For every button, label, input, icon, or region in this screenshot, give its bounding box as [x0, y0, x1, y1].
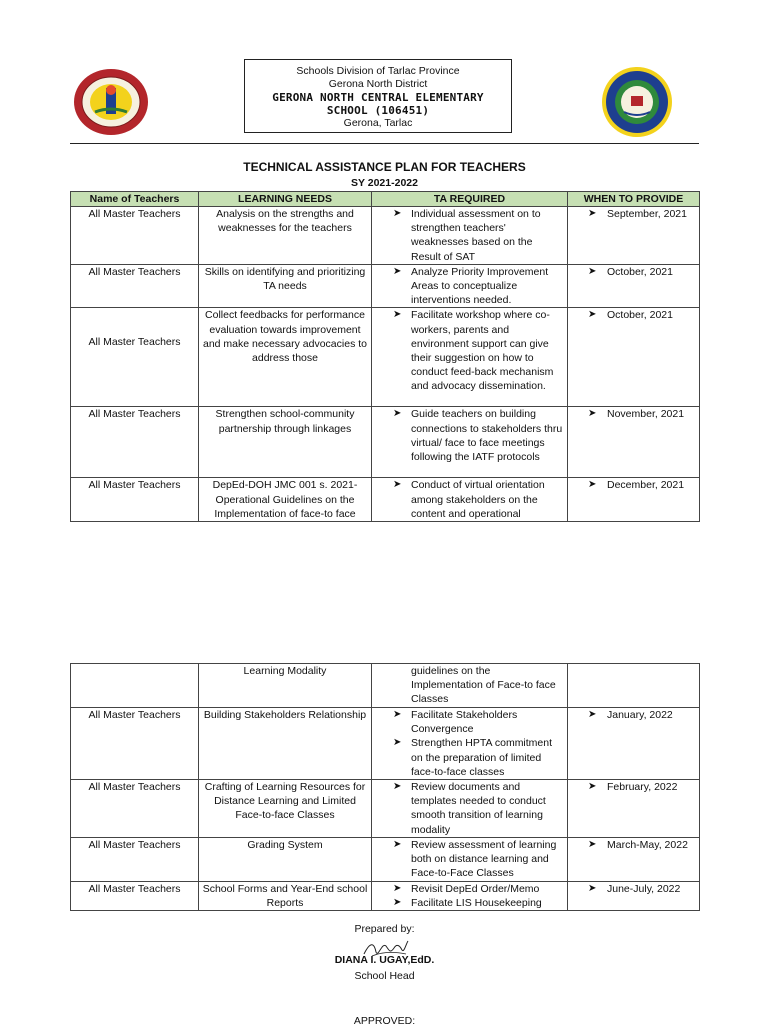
learning-need: Building Stakeholders Relationship — [199, 708, 372, 780]
school-year: SY 2021-2022 — [351, 177, 418, 189]
learning-need: Crafting of Learning Resources for Distance Learning and Limited Face-to-face Classes — [199, 780, 372, 838]
arrow-bullet-icon: ➤ — [393, 737, 402, 749]
header-divider — [70, 143, 699, 144]
ta-plan-table-continued — [70, 663, 700, 911]
list-item: ➤ Review assessment of learning both on distance learning and Face-to-Face Classes — [393, 838, 557, 880]
learning-need: Strengthen school-community partnership through linkages — [199, 407, 372, 478]
when-to-provide: ➤ October, 2021 — [568, 264, 700, 308]
table-row — [71, 664, 700, 708]
when-to-provide: ➤ October, 2021 — [568, 308, 700, 407]
signatory-role: School Head — [354, 970, 415, 982]
teacher-name: All Master Teachers — [71, 478, 199, 522]
arrow-bullet-icon: ➤ — [588, 309, 597, 321]
learning-need: DepEd-DOH JMC 001 s. 2021- Operational Guidelines on the Implementation of face-to face — [199, 478, 372, 522]
signatory-name: DIANA I. UGAY,EdD. — [334, 954, 435, 966]
ta-required — [372, 780, 568, 838]
learning-need: School Forms and Year-End school Reports — [199, 881, 372, 910]
column-header-needs: LEARNING NEEDS — [199, 192, 372, 207]
ta-required — [372, 478, 568, 522]
list-item: ➤ Strengthen HPTA commitment on the preparation of limited face-to-face classes — [393, 737, 553, 778]
arrow-bullet-icon: ➤ — [588, 479, 597, 491]
arrow-bullet-icon: ➤ — [393, 479, 402, 491]
teacher-name: All Master Teachers — [71, 881, 199, 910]
arrow-bullet-icon: ➤ — [393, 709, 402, 720]
teacher-name: All Master Teachers — [71, 308, 199, 407]
column-header-name: Name of Teachers — [71, 192, 199, 207]
arrow-bullet-icon: ➤ — [588, 781, 597, 793]
when-to-provide — [568, 664, 700, 708]
arrow-bullet-icon: ➤ — [588, 838, 597, 850]
school-header-box — [244, 59, 512, 133]
school-location: Gerona, Tarlac — [343, 117, 413, 129]
list-item: ➤ Guide teachers on building connections to stakeholders thru virtual/ face to face meetings following the IATF protocols — [393, 408, 563, 464]
ta-plan-table — [70, 191, 700, 522]
list-item: ➤ Facilitate Stakeholders Convergence — [393, 709, 518, 736]
teacher-name: All Master Teachers — [71, 837, 199, 881]
arrow-bullet-icon: ➤ — [588, 882, 597, 894]
ta-required — [372, 264, 568, 308]
school-seal-icon — [598, 66, 676, 138]
list-item: ➤ Review documents and templates needed to conduct smooth transition of learning modality — [393, 781, 546, 836]
list-item: ➤ Facilitate workshop where co-workers, parents and environment support can give their suggestion on how to conduct feed-back mechanism and advocacy dissemination. — [393, 309, 554, 393]
list-item: ➤ Analyze Priority Improvement Areas to conceptualize interventions needed. — [393, 265, 549, 307]
table-row — [71, 207, 700, 265]
table-row — [71, 837, 700, 881]
teacher-name: All Master Teachers — [71, 264, 199, 308]
arrow-bullet-icon: ➤ — [588, 265, 597, 277]
when-to-provide: ➤ January, 2022 — [568, 708, 700, 780]
arrow-bullet-icon: ➤ — [393, 265, 402, 277]
prepared-by-label: Prepared by: — [354, 923, 415, 935]
when-to-provide: ➤ September, 2021 — [568, 207, 700, 265]
table-row — [71, 308, 700, 407]
table-row — [71, 264, 700, 308]
arrow-bullet-icon: ➤ — [588, 208, 597, 219]
teacher-name: All Master Teachers — [71, 780, 199, 838]
ta-required — [372, 308, 568, 407]
when-to-provide: ➤ November, 2021 — [568, 407, 700, 478]
division-name: Schools Division of Tarlac Province — [296, 65, 460, 77]
teacher-name: All Master Teachers — [71, 407, 199, 478]
district-name: Gerona North District — [328, 78, 428, 90]
column-header-when: WHEN TO PROVIDE — [568, 192, 700, 207]
when-to-provide: ➤ June-July, 2022 — [568, 881, 700, 910]
arrow-bullet-icon: ➤ — [393, 897, 402, 909]
when-to-provide: ➤ March-May, 2022 — [568, 837, 700, 881]
arrow-bullet-icon: ➤ — [588, 709, 597, 720]
schools-division-seal-icon — [73, 68, 149, 136]
school-name-line1: GERONA NORTH CENTRAL ELEMENTARY — [272, 91, 484, 104]
arrow-bullet-icon: ➤ — [393, 838, 402, 850]
school-name-line2: SCHOOL (106451) — [326, 104, 430, 117]
learning-need: Learning Modality — [199, 664, 372, 708]
list-item: ➤ Conduct of virtual orientation among stakeholders on the content and operational — [393, 479, 545, 520]
approved-label: APPROVED: — [353, 1015, 416, 1027]
when-to-provide: ➤ December, 2021 — [568, 478, 700, 522]
table-row — [71, 407, 700, 478]
list-item: ➤ Individual assessment on to strengthen teachers' weaknesses based on the Result of SAT — [393, 208, 541, 263]
list-item: ➤ Facilitate LIS Housekeeping — [393, 897, 542, 910]
ta-required — [372, 407, 568, 478]
document-title: TECHNICAL ASSISTANCE PLAN FOR TEACHERS — [243, 160, 526, 174]
arrow-bullet-icon: ➤ — [393, 781, 402, 793]
arrow-bullet-icon: ➤ — [393, 309, 402, 321]
column-header-ta: TA REQUIRED — [372, 192, 568, 207]
table-row — [71, 478, 700, 522]
learning-need: Grading System — [199, 837, 372, 881]
teacher-name — [71, 664, 199, 708]
list-item: ➤ Revisit DepEd Order/Memo — [393, 882, 540, 895]
table-row — [71, 881, 700, 910]
teacher-name: All Master Teachers — [71, 207, 199, 265]
learning-need: Skills on identifying and prioritizing TA needs — [199, 264, 372, 308]
teacher-name: All Master Teachers — [71, 708, 199, 780]
ta-required — [372, 837, 568, 881]
arrow-bullet-icon: ➤ — [393, 882, 402, 894]
arrow-bullet-icon: ➤ — [588, 408, 597, 420]
learning-need: Collect feedbacks for performance evaluation towards improvement and make necessary advocacies to address those — [199, 308, 372, 407]
ta-required — [372, 207, 568, 265]
when-to-provide: ➤ February, 2022 — [568, 780, 700, 838]
ta-required — [372, 881, 568, 910]
arrow-bullet-icon: ➤ — [393, 208, 402, 219]
table-row — [71, 708, 700, 780]
table-row — [71, 780, 700, 838]
learning-need: Analysis on the strengths and weaknesses for the teachers — [199, 207, 372, 265]
ta-required: guidelines on the Implementation of Face-to face Classes — [372, 664, 568, 708]
arrow-bullet-icon: ➤ — [393, 408, 402, 420]
ta-required — [372, 708, 568, 780]
